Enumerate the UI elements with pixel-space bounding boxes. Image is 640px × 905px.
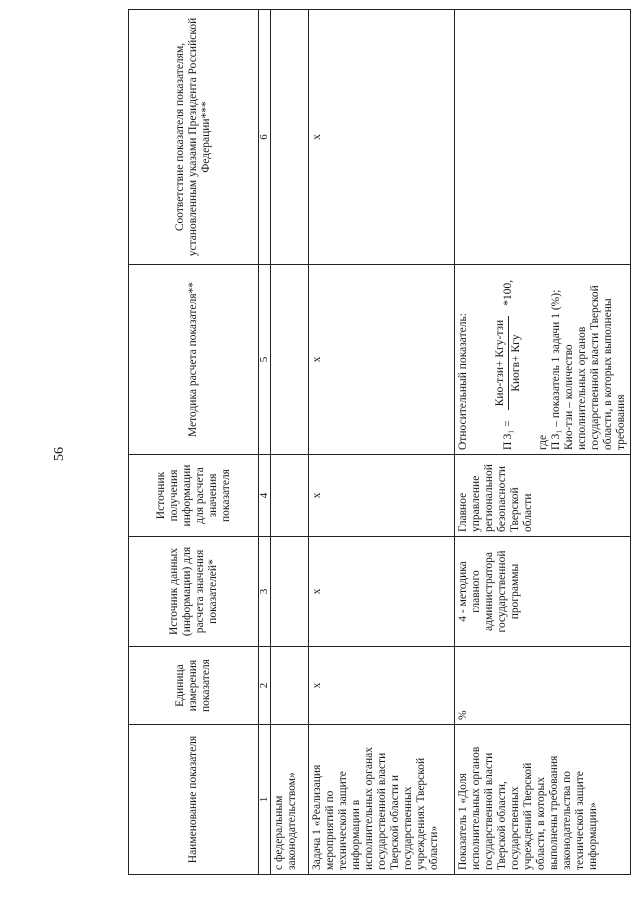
task-1-row [309,10,455,875]
formula-lhs: П З₁ = [502,420,514,450]
formula-multiplier: *100, [502,279,514,306]
column-number: 4 [259,455,271,537]
indicators-table [128,9,631,875]
header-president-compliance: Соответствие показателя показателям, установленным указами Президента Российской Федерации*** [129,10,259,265]
task-1-info-source: х [309,455,455,537]
task-1-name: Задача 1 «Реализация мероприятий по технической защите информации в исполнительных органах государственной власти Тверской области и государственных учреждениях Тверской области» [309,725,455,875]
column-number: 3 [259,537,271,647]
header-info-source: Источник получения информации для расчета значения показателя [129,455,259,537]
continuation-row [271,10,309,875]
column-number: 5 [259,265,271,455]
indicator-1-data-source: 4 - методика главного администратора государственной программы [455,537,631,647]
method-title: Относительный показатель: [457,313,469,450]
continuation-text: с федеральным законодательством» [271,725,309,875]
header-calculation-method: Методика расчета показателя** [129,265,259,455]
column-number: 6 [259,10,271,265]
column-number: 1 [259,725,271,875]
header-data-source: Источник данных (информации) для расчета значения показателей* [129,537,259,647]
empty-cell [271,265,309,455]
formula-fraction [494,316,523,410]
header-row [129,10,259,875]
empty-cell [271,455,309,537]
empty-cell [271,10,309,265]
page-number: 56 [52,447,67,461]
definition-line: П З₁ – показатель 1 задачи 1 (%); [550,289,562,450]
indicator-1-info-source: Главное управление региональной безопасности Тверской области [455,455,631,537]
header-unit: Единица измерения показателя [129,647,259,725]
column-number-row [259,10,271,875]
indicator-1-name: Показатель 1 «Доля исполнительных органов государственной власти Тверской области, государственных учреждений Тверской области, в которых выполнены требования законодательства по технической защите информации» [455,725,631,875]
task-1-method: х [309,265,455,455]
rotated-table-container [128,10,627,875]
header-indicator-name: Наименование показателя [129,725,259,875]
column-number: 2 [259,647,271,725]
task-1-unit: х [309,647,455,725]
indicator-1-row [455,10,631,875]
empty-cell [271,647,309,725]
indicator-1-compliance [455,10,631,265]
empty-cell [271,537,309,647]
indicator-1-method [455,265,631,455]
formula [494,269,523,450]
definition-line: Кио-тзи – количество исполнительных органов государственной власти Тверской области, в которых выполнены требования [563,285,627,450]
formula-denominator: Киогв+ Кгу [510,334,522,392]
formula-numerator: Кио-тзи+ Кгу-тзи [494,316,509,410]
indicator-1-unit: % [455,647,631,725]
task-1-compliance: х [309,10,455,265]
task-1-data-source: х [309,537,455,647]
where-label: где [537,434,549,450]
